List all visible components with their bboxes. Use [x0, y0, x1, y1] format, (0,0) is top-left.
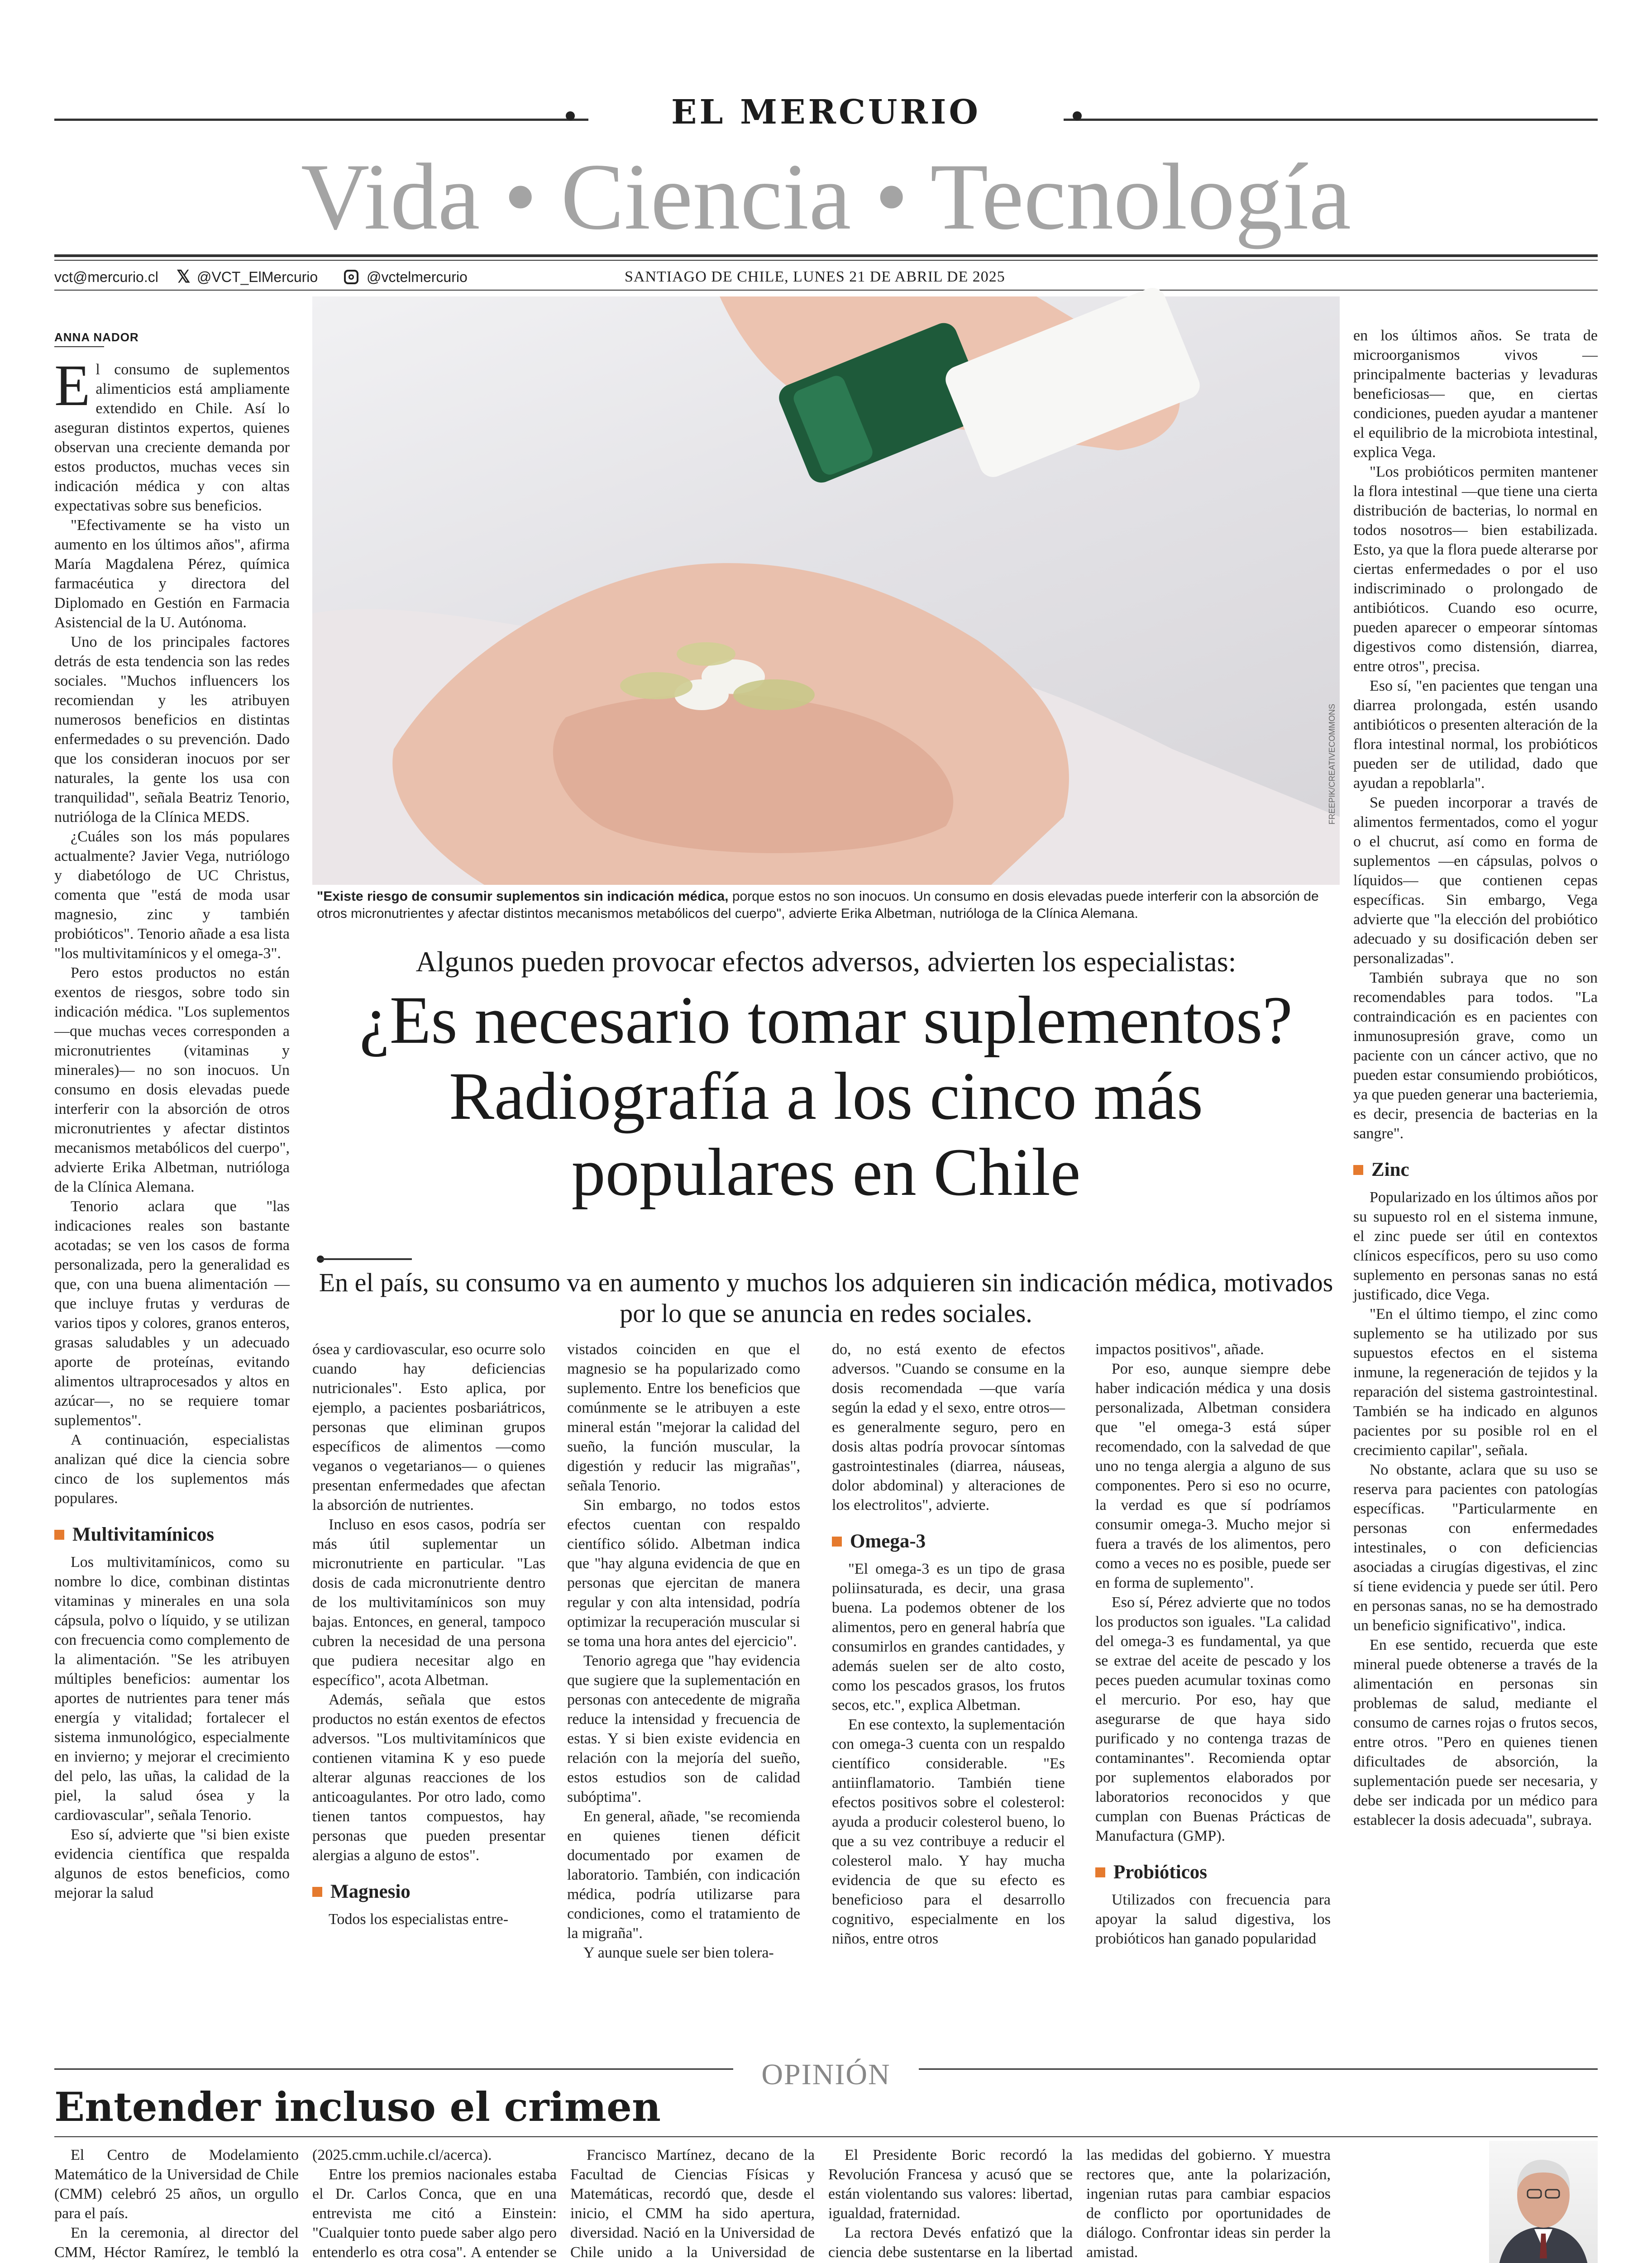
x-icon: 𝕏: [177, 267, 191, 286]
paragraph: Tenorio agrega que "hay evidencia que sugiere que la suplementación en personas con antecedente de migraña reduce la intensidad y frecuencia de estas. Y si bien existe evidencia en relación con la mejoría del sueño, estos estudios son de calidad subóptima".: [567, 1652, 800, 1805]
paragraph: do, no está exento de efectos adversos. "Cuando se consume en la dosis recomendada —que varía según la edad y el sexo, entre otros— es generalmente seguro, pero en dosis altas podría provocar síntomas gastrointestinales (diarrea, náuseas, dolor abdominal) y alteraciones de los electrolitos", advierte.: [832, 1341, 1065, 1513]
caption-quote: "Existe riesgo de consumir suplementos sin indicación médica,: [317, 889, 729, 904]
paragraph: "Efectivamente se ha visto un aumento en los últimos años", afirma María Magdalena Pérez, química farmacéutica y directora del Diplomado en Gestión en Farmacia Asistencial de la U. Autónoma.: [54, 517, 290, 631]
opinion-column-1: [54, 2145, 299, 2263]
paragraph: ¿Cuáles son los más populares actualmente? Javier Vega, nutriólogo y diabetólogo de UC Christus, comenta que "está de moda usar magnesio, zinc y también probióticos". Tenorio añade a esa lista "los multivitamínicos y el omega-3".: [54, 828, 290, 962]
paragraph: Sin embargo, no todos estos efectos cuentan con respaldo científico sólido. Albetman indica que "hay alguna evidencia de que en personas que ejercitan de manera regular y con alta intensidad, podría optimizar la recuperación muscular si se toma una hora antes del ejercicio".: [567, 1497, 800, 1650]
portrait-illustration: [1489, 2141, 1598, 2263]
paragraph: Popularizado en los últimos años por su supuesto rol en el sistema inmune, el zinc puede ser útil en contextos clínicos específicos, pero su uso como suplemento en personas sanas no está justificado, dice Vega.: [1353, 1189, 1598, 1303]
contact-strip: [54, 266, 1598, 288]
article-column-3: [567, 1340, 800, 1961]
paragraph: Francisco Martínez, decano de la Facultad de Ciencias Físicas y Matemáticas, recordó que, desde el inicio, el CMM ha sido apertura, diversidad. Nació en la Universidad de Chile unido a la Universidad de: [570, 2147, 815, 2261]
orange-square-icon: [1095, 1867, 1105, 1877]
opinion-column-5: [1086, 2145, 1331, 2263]
paragraph: Por eso, aunque siempre debe haber indicación médica y una dosis personalizada, Albetman considera que "el omega-3 está súper recomendado, con la salvedad de que uno no tenga alergia a alguno de sus componentes. Pero si eso no ocurre, la verdad es que sí podríamos consumir omega-3. Mucho mejor si fuera a través de los alimentos, pero como a veces no es posible, puede ser en forma de suplemento".: [1095, 1361, 1331, 1591]
section-bullet-2: •: [874, 144, 908, 249]
email-link[interactable]: vct@mercurio.cl: [54, 269, 158, 285]
paragraph: Se pueden incorporar a través de alimentos fermentados, como el yogur o el chucrut, así como en forma de suplementos —en cápsulas, polvos o líquidos— que contienen cepas específicas. Sin embargo, Vega advierte que "la elección del probiótico adecuado y su dosificación deben ser personalizadas".: [1353, 794, 1598, 967]
paragraph: impactos positivos", añade.: [1095, 1341, 1264, 1358]
paragraph: Y aunque suele ser bien tolera-: [583, 1944, 774, 1961]
supplement-photo: [312, 296, 1340, 885]
section-vida: Vida: [301, 144, 480, 249]
paragraph: vistados coinciden en que el magnesio se ha popularizado como suplemento. Entre los beneficios que comúnmente se le atribuyen a este mineral están "mejorar la calidad del sueño, la función muscular, la digestión y reducir las migrañas", señala Tenorio.: [567, 1341, 800, 1494]
headline: ¿Es necesario tomar suplementos? Radiografía a los cinco más populares en Chile: [359, 983, 1293, 1210]
paragraph: Uno de los principales factores detrás de esta tendencia son las redes sociales. "Muchos influencers los recomiendan y les atribuyen numerosos beneficios en distintas enfermedades o su prevención. Dado que los consideran inocuos por ser naturales, la gente los usa con tranquilidad", señala Beatriz Tenorio, nutrióloga de la Clínica MEDS.: [54, 634, 290, 826]
article-column-6: [1353, 326, 1598, 1829]
paragraph: Pero estos productos no están exentos de riesgos, sobre todo sin indicación médica. "Los suplementos —que muchas veces corresponden a micronutrientes (vitaminas y minerales)— no son inocuos. Un consumo en dosis elevadas puede interferir con la absorción de otros micronutrientes y afectar distintos mecanismos metabólicos del cuerpo", advierte Erika Albetman, nutrióloga de la Clínica Alemana.: [54, 964, 290, 1195]
article-column-4: [832, 1340, 1065, 1947]
paragraph: A continuación, especialistas analizan qué dice la ciencia sobre cinco de los suplementos más populares.: [54, 1432, 290, 1507]
masthead-dot-right: [1073, 111, 1082, 120]
orange-square-icon: [832, 1537, 842, 1547]
opinion-column-4: [828, 2145, 1073, 2263]
edition-date: SANTIAGO DE CHILE, LUNES 21 DE ABRIL DE 2025: [625, 268, 1005, 285]
paragraph: Eso sí, advierte que "si bien existe evidencia científica que respalda algunos de estos beneficios, como mejorar la salud: [54, 1826, 290, 1901]
paragraph: Tenorio aclara que "las indicaciones reales son bastante acotadas; se ven los casos de forma personalizada, pero la generalidad es que, con una buena alimentación —que incluye frutas y verduras de varios tipos y colores, granos enteros, grasas saludables y un adecuado aporte de proteínas, evitando alimentos ultraprocesados y altos en azúcar—, no se requiere tomar suplementos".: [54, 1198, 290, 1429]
x-handle-link[interactable]: @VCT_ElMercurio: [197, 269, 318, 285]
paragraph: Eso sí, Pérez advierte que no todos los productos son iguales. "La calidad del omega-3 es fundamental, ya que se extrae del aceite de pescado y los peces pueden acumular toxinas como el mercurio. Por eso, hay que asegurarse de que haya sido purificado y no contenga trazas de contaminantes". Recomienda optar por suplementos elaborados por laboratorios reconocidos y que cumplan con Buenas Prácticas de Manufactura (GMP).: [1095, 1594, 1331, 1844]
paragraph: El Centro de Modelamiento Matemático de la Universidad de Chile (CMM) celebró 25 años, un orgullo para el país.: [54, 2147, 299, 2222]
subhead-magnesio: Magnesio: [312, 1880, 545, 1904]
article-column-2: [312, 1340, 545, 1928]
paragraph: Entre los premios nacionales estaba el Dr. Carlos Conca, que en una entrevista me citó a Einstein: "Cualquier tonto puede saber algo pero entenderlo es otra cosa". A entender se: [312, 2166, 557, 2261]
paragraph: En general, añade, "se recomienda en quienes tienen déficit documentado por examen de laboratorio. También, con indicación médica, podría utilizarse para condiciones, como el tratamiento de la migraña".: [567, 1808, 800, 1942]
deck: En el país, su consumo va en aumento y muchos los adquieren sin indicación médica, motivados por lo que se anuncia en redes sociales.: [319, 1268, 1333, 1328]
subhead-multivitaminicos: Multivitamínicos: [54, 1523, 290, 1547]
subhead-omega-3: Omega-3: [832, 1529, 1065, 1554]
photo-credit: FREEPIK/CREATIVECOMMONS: [1327, 704, 1337, 825]
paragraph: Además, señala que estos productos no están exentos de efectos adversos. "Los multivitamínicos que contienen vitamina K y eso puede alterar algunas reacciones de los anticoagulantes. Por otro lado, como tienen tantos compuestos, hay personas que pueden presentar alergias a alguno de estos".: [312, 1691, 545, 1864]
paragraph: En la ceremonia, al director del CMM, Héctor Ramírez, le tembló la: [54, 2225, 299, 2261]
orange-square-icon: [1353, 1165, 1363, 1175]
lead-paragraph: [54, 353, 290, 516]
hand-with-pills-illustration: [312, 296, 1340, 885]
opinion-label: OPINIÓN: [733, 2058, 919, 2092]
newspaper-name: EL MERCURIO: [588, 93, 1064, 132]
paragraph: Utilizados con frecuencia para apoyar la salud digestiva, los probióticos han ganado popularidad: [1095, 1891, 1331, 1947]
orange-square-icon: [54, 1530, 64, 1540]
opinion-column-2: [312, 2145, 557, 2263]
section-title: [54, 145, 1598, 249]
paragraph: Eso sí, "en pacientes que tengan una diarrea prolongada, estén usando antibióticos o presenten alteración de la flora intestinal normal, los probióticos pueden ser de utilidad, dado que ayudan a repoblarla".: [1353, 678, 1598, 792]
paragraph: las medidas del gobierno. Y muestra rectores que, ante la polarización, ingenian rutas para cambiar espacios de conflicto por oportunidades de diálogo. Confrontar ideas sin perder la amistad.: [1086, 2147, 1331, 2261]
paragraph: (2025.cmm.uchile.cl/acerca).: [312, 2147, 492, 2163]
caption-text: porque estos no son inocuos. Un consumo en dosis elevadas puede interferir con la absorción de otros micronutrientes y afectar distintos mecanismos metabólicos del cuerpo", advierte Erika Albetman, nutrióloga de la Clínica Alemana.: [317, 889, 1319, 921]
paragraph: Incluso en esos casos, podría ser más útil suplementar un micronutriente en particular. "Las dosis de cada micronutriente dentro de los multivitamínicos son muy bajas. Entonces, en general, tampoco cubren la necesidad de una persona que pudiera necesitar algo en específico", acota Albetman.: [312, 1516, 545, 1689]
kicker: Algunos pueden provocar efectos adversos, advierten los especialistas:: [415, 945, 1237, 978]
section-bullet-1: •: [504, 144, 537, 249]
paragraph: "Los probióticos permiten mantener la flora intestinal —que tiene una cierta distribución de bacterias, lo normal en todos nosotros— bien estabilizada. Esto, ya que la flora puede alterarse por ciertas enfermedades o por el uso indiscriminado o prolongado de antibióticos. Cuando eso ocurre, pueden aparecer o empeorar síntomas digestivos como distensión, diarrea, entre otros", precisa.: [1353, 463, 1598, 675]
paragraph: También subraya que no son recomendables para todos. "La contraindicación es en pacientes con inmunosupresión grave, como un paciente con un cáncer activo, que no pueden estar consumiendo probióticos, ya que pueden generar una bacteriemia, es decir, presencia de bacterias en la sangre".: [1353, 969, 1598, 1142]
subhead-zinc: Zinc: [1353, 1158, 1598, 1182]
paragraph: "El omega-3 es un tipo de grasa poliinsaturada, es decir, una grasa buena. La podemos obtener de los alimentos, pero en general habría que consumirlos en grandes cantidades, y además suelen ser de alto costo, como los pescados grasos, los frutos secos, etc.", explica Albetman.: [832, 1561, 1065, 1714]
paragraph: El Presidente Boric recordó la Revolución Francesa y acusó que se están violentando sus valores: libertad, igualdad, fraternidad.: [828, 2147, 1073, 2222]
section-tecnologia: Tecnología: [930, 144, 1351, 249]
subhead-probioticos: Probióticos: [1095, 1860, 1331, 1885]
paragraph: La rectora Devés enfatizó que la ciencia debe sustentarse en la libertad: [828, 2225, 1073, 2261]
byline: ANNA NADOR: [54, 330, 139, 344]
paragraph: Los multivitamínicos, como su nombre lo dice, combinan distintas vitaminas y minerales en una sola cápsula, polvo o líquido, y se utilizan con frecuencia como complemento de la alimentación. "Se les atribuyen múltiples beneficios: aumentar los aportes de nutrientes para tener más energía y vitalidad; fortalecer el sistema inmunológico, especialmente en invierno; y mejorar el crecimiento del pelo, las uñas, la calidad de la piel, la salud ósea y la cardiovascular", señala Tenorio.: [54, 1554, 290, 1824]
opinion-title: Entender incluso el crimen: [54, 2083, 661, 2130]
instagram-handle-link[interactable]: @vctelmercurio: [367, 269, 468, 285]
drop-cap: E: [54, 353, 91, 418]
paragraph: No obstante, aclara que su uso se reserva para pacientes con patologías específicas. "Particularmente en personas con enfermedades intestinales, o con deficiencias asociadas a cirugías digestivas, el zinc sí tiene evidencia y puede ser útil. Pero en personas sanas, no se ha demostrado un beneficio significativo", indica.: [1353, 1461, 1598, 1634]
paragraph: En ese contexto, la suplementación con omega-3 cuenta con un respaldo científico considerable. "Es antiinflamatorio. También tiene efectos positivos sobre el colesterol: ayuda a producir colesterol bueno, lo que a su vez contribuye a reducir el colesterol malo. Y hay mucha evidencia de que su efecto es beneficioso para el desarrollo cognitivo, especialmente en los niños, entre otros: [832, 1716, 1065, 1947]
lead-text: l consumo de suplementos alimenticios está ampliamente extendido en Chile. Así lo aseguran distintos expertos, quienes observan una creciente demanda por estos productos, muchas veces sin indicación médica y con altas expectativas sobre sus beneficios.: [54, 361, 290, 514]
photo-caption: [317, 888, 1335, 922]
opinion-column-3: [570, 2145, 815, 2263]
paragraph: "En el último tiempo, el zinc como suplemento se ha utilizado por sus supuestos efectos en el sistema inmune, la regeneración de tejidos y la reparación del sistema gastrointestinal. También se ha indicado en algunos pacientes por su posible rol en el crecimiento capilar", señala.: [1353, 1306, 1598, 1459]
article-column-5: [1095, 1340, 1331, 1947]
article-column-1: [54, 353, 290, 1901]
paragraph: ósea y cardiovascular, eso ocurre solo cuando hay deficiencias nutricionales". Esto aplica, por ejemplo, a pacientes posbariátricos, personas que eliminan grupos específicos de alimentos —como veganos o vegetarianos— o quienes presentan enfermedades que afectan la absorción de nutrientes.: [312, 1341, 545, 1513]
instagram-icon: [344, 270, 358, 284]
orange-square-icon: [312, 1887, 322, 1897]
author-portrait: [1489, 2141, 1598, 2263]
section-ciencia: Ciencia: [561, 144, 851, 249]
paragraph: Todos los especialistas entre-: [329, 1911, 509, 1928]
masthead-dot-left: [566, 111, 575, 120]
paragraph: en los últimos años. Se trata de microorganismos vivos —principalmente bacterias y levaduras beneficiosas— que, en ciertas condiciones, pueden ayudar a mantener el equilibrio de la microbiota intestinal, explica Vega.: [1353, 327, 1598, 461]
paragraph: En ese sentido, recuerda que este mineral puede obtenerse a través de la alimentación en personas sin problemas de salud, mediante el consumo de carnes rojas o frutos secos, entre otros. "Pero en quienes tienen dificultades de absorción, la suplementación puede ser necesaria, y debe ser indicada por un médico para establecer la dosis adecuada", subraya.: [1353, 1637, 1598, 1829]
